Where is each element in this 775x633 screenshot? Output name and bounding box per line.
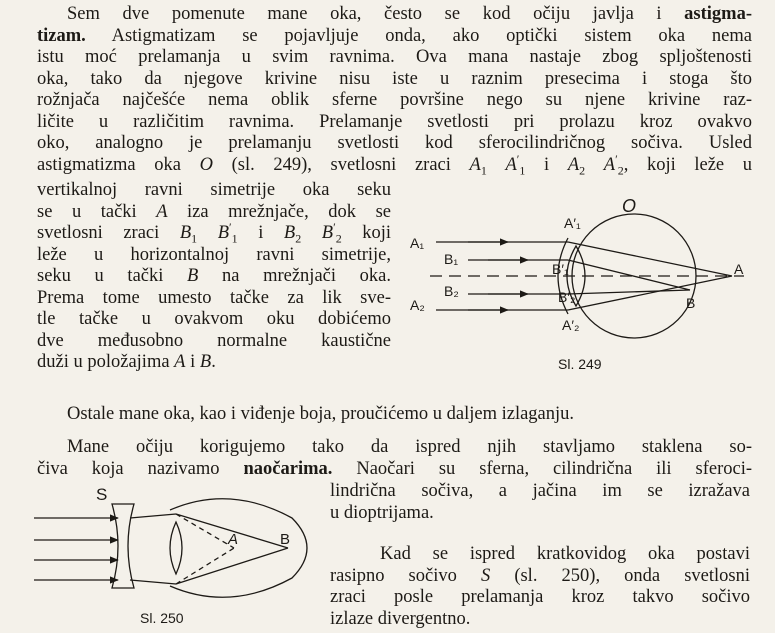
text-segment: O [199,154,213,175]
text-segment: vertikalnoj ravni simetrije oka seku [37,180,391,200]
text-line [37,151,753,178]
text-segment: oka, tako da njegove krivine nisu iste u raznim presecima i stoga što [37,68,752,89]
text-line [37,459,752,481]
text-segment: istu moć prelamanja u svim ravnima. Ova mana nastaje zbog spljoštenosti [37,47,752,67]
text-segment: ličite u različitim ravnima. Prelamanje svetlosti pri prolazu kroz ovakvo [37,111,752,132]
eye-lens-250 [170,522,182,574]
text-segment: rožnjača najčešće nema oblik sferne površine nego su njene krivine raz- [37,90,752,110]
text-segment: B [283,223,296,243]
text-line [330,566,750,588]
text-segment: ′ [615,151,618,166]
text-segment: A [174,352,186,372]
text-segment: u dioptrijama. [330,502,434,523]
text-segment: 1 [191,231,198,246]
text-segment: B [217,223,230,243]
text-line [37,245,391,267]
paragraph-glasses-continued [330,481,750,524]
label-A1: A₁ [410,235,425,251]
text-segment: B [321,223,334,243]
text-segment [585,155,604,175]
text-segment: rasipno sočivo [330,565,481,586]
text-segment: naočarima. [243,458,333,479]
text-segment: i [237,223,284,243]
text-segment: B [187,266,199,286]
label-A2p: A′₂ [562,317,580,333]
text-segment: oko, analogno je prelamanju svetlosti kod sferocilindričnog sočiva. Usled [37,133,752,153]
text-segment: koji [341,223,392,243]
text-segment: 1 [519,163,526,178]
paragraph-astigmatism-continued [37,180,391,374]
text-segment: duži u položajima [37,352,175,372]
paragraph-glasses [37,437,752,480]
text-line [37,202,391,224]
text-line [37,331,391,353]
label-S: S [96,488,108,504]
text-segment: Kad se ispred kratkovidog oka postavi [380,544,750,564]
text-segment: tizam. [37,25,86,46]
text-segment: i [185,352,200,372]
text-line [37,4,752,26]
text-segment: čiva koja nazivamo [37,458,244,479]
text-segment: leže u horizontalnoj ravni simetrije, [37,244,391,265]
figure-250-diagram [30,488,320,608]
text-segment: Sem dve pomenute mane oka, često se kod očiju javlja i [67,4,685,24]
text-segment: i [525,154,568,175]
text-segment: svetlosni zraci [37,223,180,243]
text-line [37,112,752,134]
text-segment: ′ [516,151,520,166]
text-segment: (sl. 250), onda svetlosni [490,565,751,586]
text-line [37,288,391,310]
text-line [37,266,391,288]
text-segment: astigma- [684,4,752,24]
label-O: O [622,198,637,216]
text-segment: Mane očiju korigujemo tako da ispred njih stavljamo staklena so- [67,437,752,457]
label-A: A [734,261,744,277]
text-segment: A [603,154,616,175]
text-segment: 1 [231,231,238,246]
text-line [330,481,750,503]
text-line [37,47,752,69]
text-segment: na mrežnjači oka. [198,266,391,286]
text-segment: iza mrežnjače, dok se [167,201,391,222]
text-segment: Prema tome umesto tačke za lik sve- [37,287,391,308]
text-segment [301,223,322,243]
text-line [330,503,750,525]
text-segment: ′ [333,219,336,234]
text-line [330,587,750,609]
label-B1: B₁ [444,251,459,267]
label-A-250: A [228,531,239,548]
figure-250-caption: Sl. 250 [140,610,184,626]
figure-249-diagram [408,198,760,348]
text-segment: Astigmatizam se pojavljuje onda, ako optički sistem oka nema [85,25,752,46]
text-segment: A [505,154,517,175]
text-segment: S [480,565,491,586]
text-segment: lindrična sočiva, a jačina im se izražava [330,481,750,501]
text-segment: izlaze divergentno. [330,608,471,629]
text-line [37,404,752,426]
text-line [330,609,750,631]
label-B2p: B′₂ [558,289,576,305]
text-segment: zraci posle prelamanja kroz takvo sočivo [330,587,750,607]
text-line [37,26,752,48]
text-segment: (sl. 249), svetlosni zraci [212,154,470,175]
text-segment: 1 [480,163,487,178]
text-segment: seku u tački [37,266,188,286]
text-segment: se u tački [37,201,157,222]
text-segment [487,155,506,175]
text-line [37,180,391,202]
label-B2: B₂ [444,283,459,299]
text-segment: tle tačke u ovakvom oku dobićemo [37,309,391,329]
diverging-lens-S [112,504,134,588]
text-segment: Naočari su sferna, cilindrična ili sferoci- [332,458,752,479]
label-B1p: B′₁ [552,261,569,277]
text-segment: A [156,201,168,222]
text-segment: A [567,154,580,175]
label-A1p: A′₁ [564,215,581,231]
text-line [37,437,752,459]
label-B-250: B [280,531,291,548]
text-segment [197,223,218,243]
text-segment: 2 [295,231,302,246]
text-segment: B [199,352,212,372]
label-A2: A₂ [410,297,425,313]
text-line [330,544,750,566]
label-B: B [686,295,696,311]
text-segment: , koji leže u [623,154,753,175]
text-segment: dve međusobno normalne kaustične [37,330,391,351]
text-segment: Ostale mane oka, kao i viđenje boja, proučićemo u daljem izlaganju. [67,404,575,424]
paragraph-myopic-eye [330,544,750,630]
figure-249-caption: Sl. 249 [558,356,602,372]
text-line [37,133,752,155]
text-segment: 2 [617,163,624,178]
text-line [37,352,391,374]
paragraph-other-defects [37,404,752,426]
text-line [37,219,392,246]
text-segment: 2 [579,163,586,178]
paragraph-astigmatism [37,4,752,176]
text-line [37,309,391,331]
text-segment: B [179,223,192,243]
text-segment: . [211,352,216,372]
text-segment: A [469,154,481,175]
text-segment: 2 [335,231,342,246]
text-line [37,90,752,112]
text-segment: ′ [229,219,232,234]
text-segment: astigmatizma oka [37,154,200,175]
text-line [37,69,752,91]
